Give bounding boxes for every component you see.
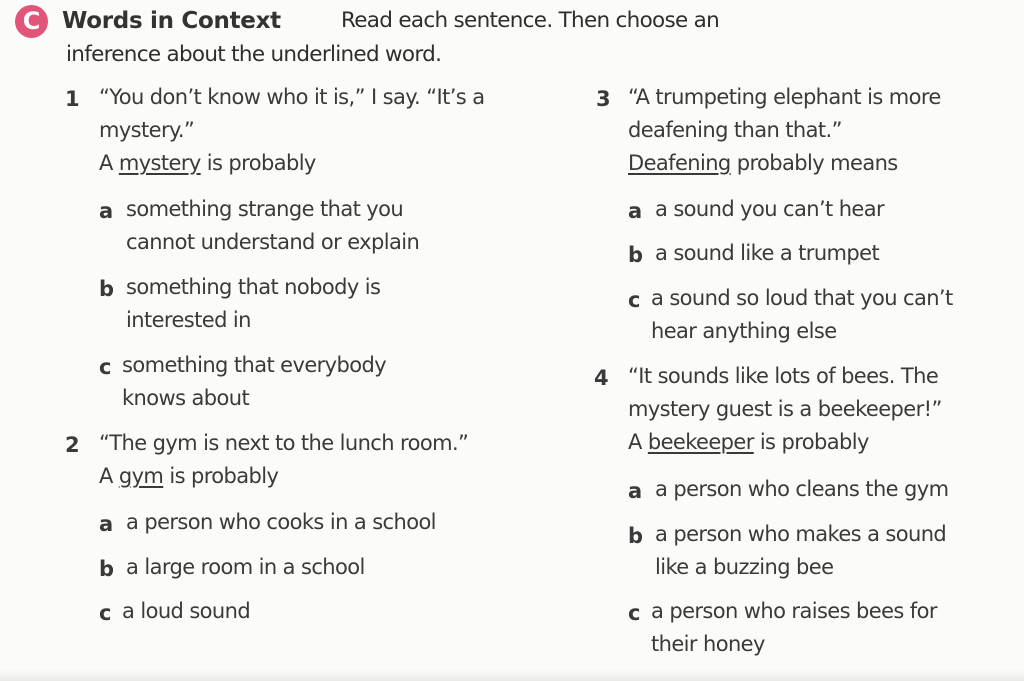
question-3-option-c-letter[interactable]: c xyxy=(628,288,641,312)
question-1-option-c-letter[interactable]: c xyxy=(99,355,112,379)
question-4-option-c-letter[interactable]: c xyxy=(628,601,641,625)
question-2-option-b-letter[interactable]: b xyxy=(99,557,115,581)
question-1-option-c-line-2[interactable]: knows about xyxy=(122,386,250,410)
question-3-underlined-word: Deafening xyxy=(628,151,731,175)
section-badge: C xyxy=(15,5,48,38)
question-3-option-a-letter[interactable]: a xyxy=(628,199,643,223)
question-1-sentence-line-2: mystery.” xyxy=(99,118,195,142)
question-1-option-c-line-1[interactable]: something that everybody xyxy=(122,353,387,377)
question-2-prompt-pre: A xyxy=(99,464,119,488)
question-4-sentence-line-1: “It sounds like lots of bees. The xyxy=(628,364,939,388)
question-2-option-a-letter[interactable]: a xyxy=(99,512,114,536)
question-4-option-c-line-1[interactable]: a person who raises bees for xyxy=(651,599,937,623)
question-1-prompt-post: is probably xyxy=(200,151,316,175)
question-1-prompt xyxy=(99,153,316,174)
question-3-sentence-line-1: “A trumpeting elephant is more xyxy=(628,85,941,109)
question-4-prompt xyxy=(628,432,869,453)
question-3-sentence-line-2: deafening than that.” xyxy=(628,118,842,142)
question-4-number: 4 xyxy=(594,366,609,390)
question-4-option-b-line-2[interactable]: like a buzzing bee xyxy=(655,555,834,579)
question-4-prompt-post: is probably xyxy=(753,430,869,454)
question-4-sentence-line-2: mystery guest is a beekeeper!” xyxy=(628,397,942,421)
question-2-underlined-word: gym xyxy=(118,464,164,488)
section-title: Words in Context xyxy=(62,8,281,34)
question-1-option-b-line-2[interactable]: interested in xyxy=(126,308,251,332)
question-1-prompt-pre: A xyxy=(99,151,119,175)
question-1-sentence-line-1: “You don’t know who it is,” I say. “It’s a xyxy=(99,85,485,109)
question-4-option-a-line-1[interactable]: a person who cleans the gym xyxy=(655,477,949,501)
question-2-option-a-line-1[interactable]: a person who cooks in a school xyxy=(126,510,436,534)
question-2-option-b-line-1[interactable]: a large room in a school xyxy=(126,555,365,579)
question-3-option-c-line-1[interactable]: a sound so loud that you can’t xyxy=(651,286,953,310)
question-3-prompt-post: probably means xyxy=(730,151,898,175)
instruction-line-1: Read each sentence. Then choose an xyxy=(341,8,720,33)
question-4-option-c-line-2[interactable]: their honey xyxy=(651,632,765,656)
question-4-prompt-pre: A xyxy=(628,430,648,454)
question-1-underlined-word: mystery xyxy=(118,151,201,175)
question-3-number: 3 xyxy=(596,87,611,111)
question-1-option-a-line-1[interactable]: something strange that you xyxy=(126,197,404,221)
question-3-option-b-line-1[interactable]: a sound like a trumpet xyxy=(655,241,880,265)
question-4-underlined-word: beekeeper xyxy=(647,430,754,454)
question-2-prompt xyxy=(99,466,278,487)
question-3-option-a-line-1[interactable]: a sound you can’t hear xyxy=(655,197,885,221)
question-4-option-a-letter[interactable]: a xyxy=(628,479,643,503)
question-2-option-c-line-1[interactable]: a loud sound xyxy=(122,599,251,623)
page-bottom-edge xyxy=(0,670,1024,681)
question-3-option-c-line-2[interactable]: hear anything else xyxy=(651,319,837,343)
question-1-number: 1 xyxy=(65,87,80,111)
question-2-option-c-letter[interactable]: c xyxy=(99,601,112,625)
question-2-number: 2 xyxy=(65,433,80,457)
question-1-option-a-line-2[interactable]: cannot understand or explain xyxy=(126,230,420,254)
instruction-line-2: inference about the underlined word. xyxy=(66,42,442,67)
question-1-option-a-letter[interactable]: a xyxy=(99,199,114,223)
question-4-option-b-letter[interactable]: b xyxy=(628,524,644,548)
question-3-prompt xyxy=(628,153,898,174)
question-3-option-b-letter[interactable]: b xyxy=(628,243,644,267)
question-2-sentence-line-1: “The gym is next to the lunch room.” xyxy=(99,431,469,455)
question-2-prompt-post: is probably xyxy=(163,464,279,488)
question-1-option-b-line-1[interactable]: something that nobody is xyxy=(126,275,381,299)
question-1-option-b-letter[interactable]: b xyxy=(99,277,115,301)
question-4-option-b-line-1[interactable]: a person who makes a sound xyxy=(655,522,947,546)
